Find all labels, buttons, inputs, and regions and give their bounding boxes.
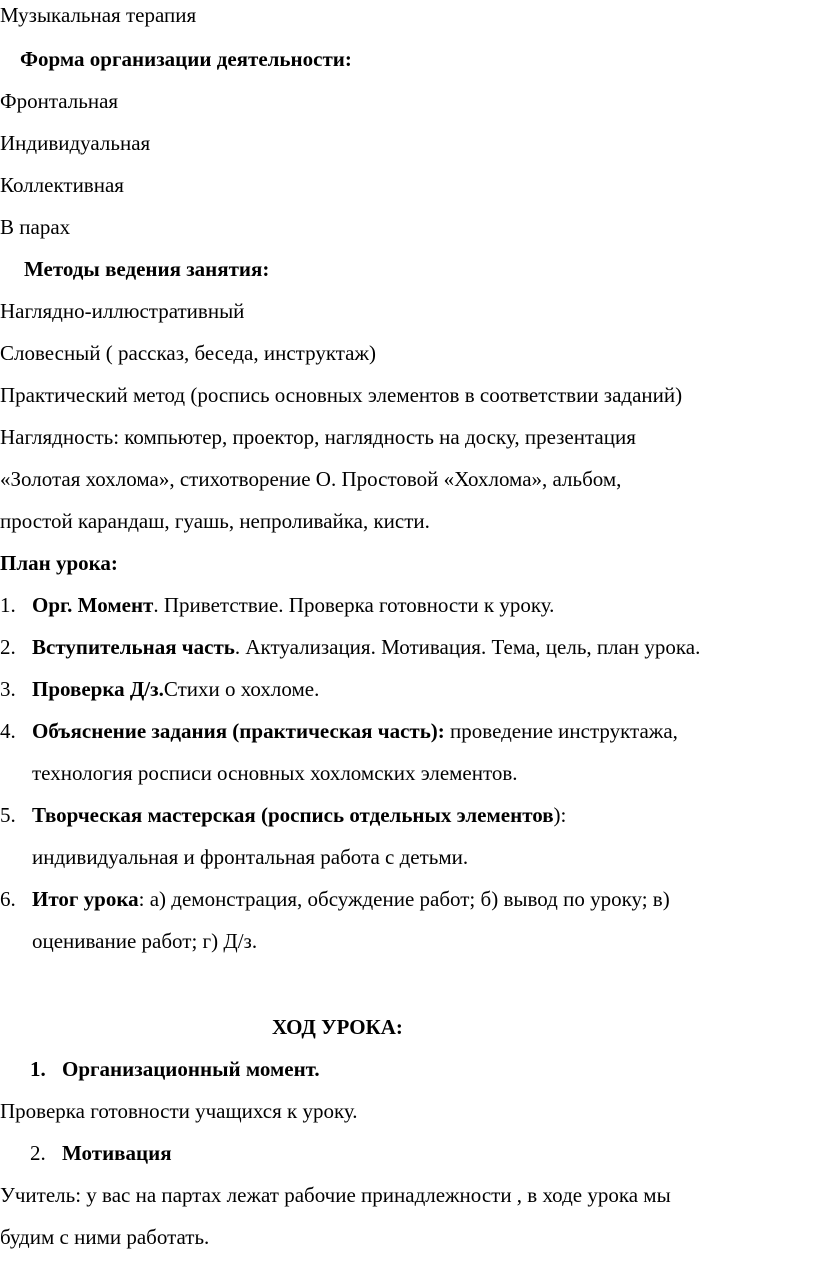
section-title: Мотивация	[62, 1141, 172, 1165]
plan-item-text: ):	[553, 803, 567, 827]
plan-item-title: Итог урока	[32, 887, 139, 911]
form-item: В парах	[0, 215, 71, 239]
plan-item-text: Стихи о хохломе.	[163, 677, 320, 701]
method-item: Практический метод (роспись основных элементов в соответствии заданий)	[0, 383, 683, 407]
form-item: Индивидуальная	[0, 131, 151, 155]
lesson-progress-heading: ХОД УРОКА:	[272, 1015, 403, 1039]
plan-item-number: 6.	[0, 887, 16, 911]
method-item: Словесный ( рассказ, беседа, инструктаж)	[0, 341, 377, 365]
section-title: Организационный момент.	[62, 1057, 320, 1081]
method-item: Наглядно-иллюстративный	[0, 299, 245, 323]
forms-heading: Форма организации деятельности:	[20, 47, 352, 71]
plan-item-title: Орг. Момент	[32, 593, 154, 617]
plan-item-title: Вступительная часть	[32, 635, 235, 659]
plan-item-continuation: технология росписи основных хохломских элементов.	[32, 761, 518, 785]
plan-item-text: проведение инструктажа,	[444, 719, 678, 743]
plan-item-text: . Приветствие. Проверка готовности к уроку.	[153, 593, 555, 617]
plan-item-continuation: индивидуальная и фронтальная работа с детьми.	[32, 845, 469, 869]
plan-item-number: 5.	[0, 803, 16, 827]
plan-item-number: 3.	[0, 677, 16, 701]
methods-heading: Методы ведения занятия:	[24, 257, 270, 281]
plan-item-text: : а) демонстрация, обсуждение работ; б) вывод по уроку; в)	[138, 887, 670, 911]
method-item: простой карандаш, гуашь, непроливайка, кисти.	[0, 509, 430, 533]
plan-heading: План урока:	[0, 551, 118, 575]
form-item: Коллективная	[0, 173, 124, 197]
method-item: Наглядность: компьютер, проектор, наглядность на доску, презентация	[0, 425, 636, 449]
plan-item-number: 1.	[0, 593, 16, 617]
section-1-text: Проверка готовности учащихся к уроку.	[0, 1099, 358, 1123]
section-2-text: Учитель: у вас на партах лежат рабочие принадлежности , в ходе урока мы	[0, 1183, 671, 1207]
plan-item-title: Творческая мастерская (роспись отдельных элементов	[32, 803, 554, 827]
section-number: 1.	[30, 1057, 46, 1081]
plan-item-text: . Актуализация. Мотивация. Тема, цель, план урока.	[234, 635, 701, 659]
plan-item-continuation: оценивание работ; г) Д/з.	[32, 929, 258, 953]
plan-item-title: Проверка Д/з.	[32, 677, 164, 701]
plan-item-title: Объяснение задания (практическая часть):	[32, 719, 445, 743]
section-2-text: будим с ними работать.	[0, 1225, 210, 1249]
music-therapy-line: Музыкальная терапия	[0, 3, 197, 27]
form-item: Фронтальная	[0, 89, 119, 113]
plan-item-number: 2.	[0, 635, 16, 659]
plan-item-number: 4.	[0, 719, 16, 743]
method-item: «Золотая хохлома», стихотворение О. Простовой «Хохлома», альбом,	[0, 467, 622, 491]
section-number: 2.	[30, 1141, 46, 1165]
